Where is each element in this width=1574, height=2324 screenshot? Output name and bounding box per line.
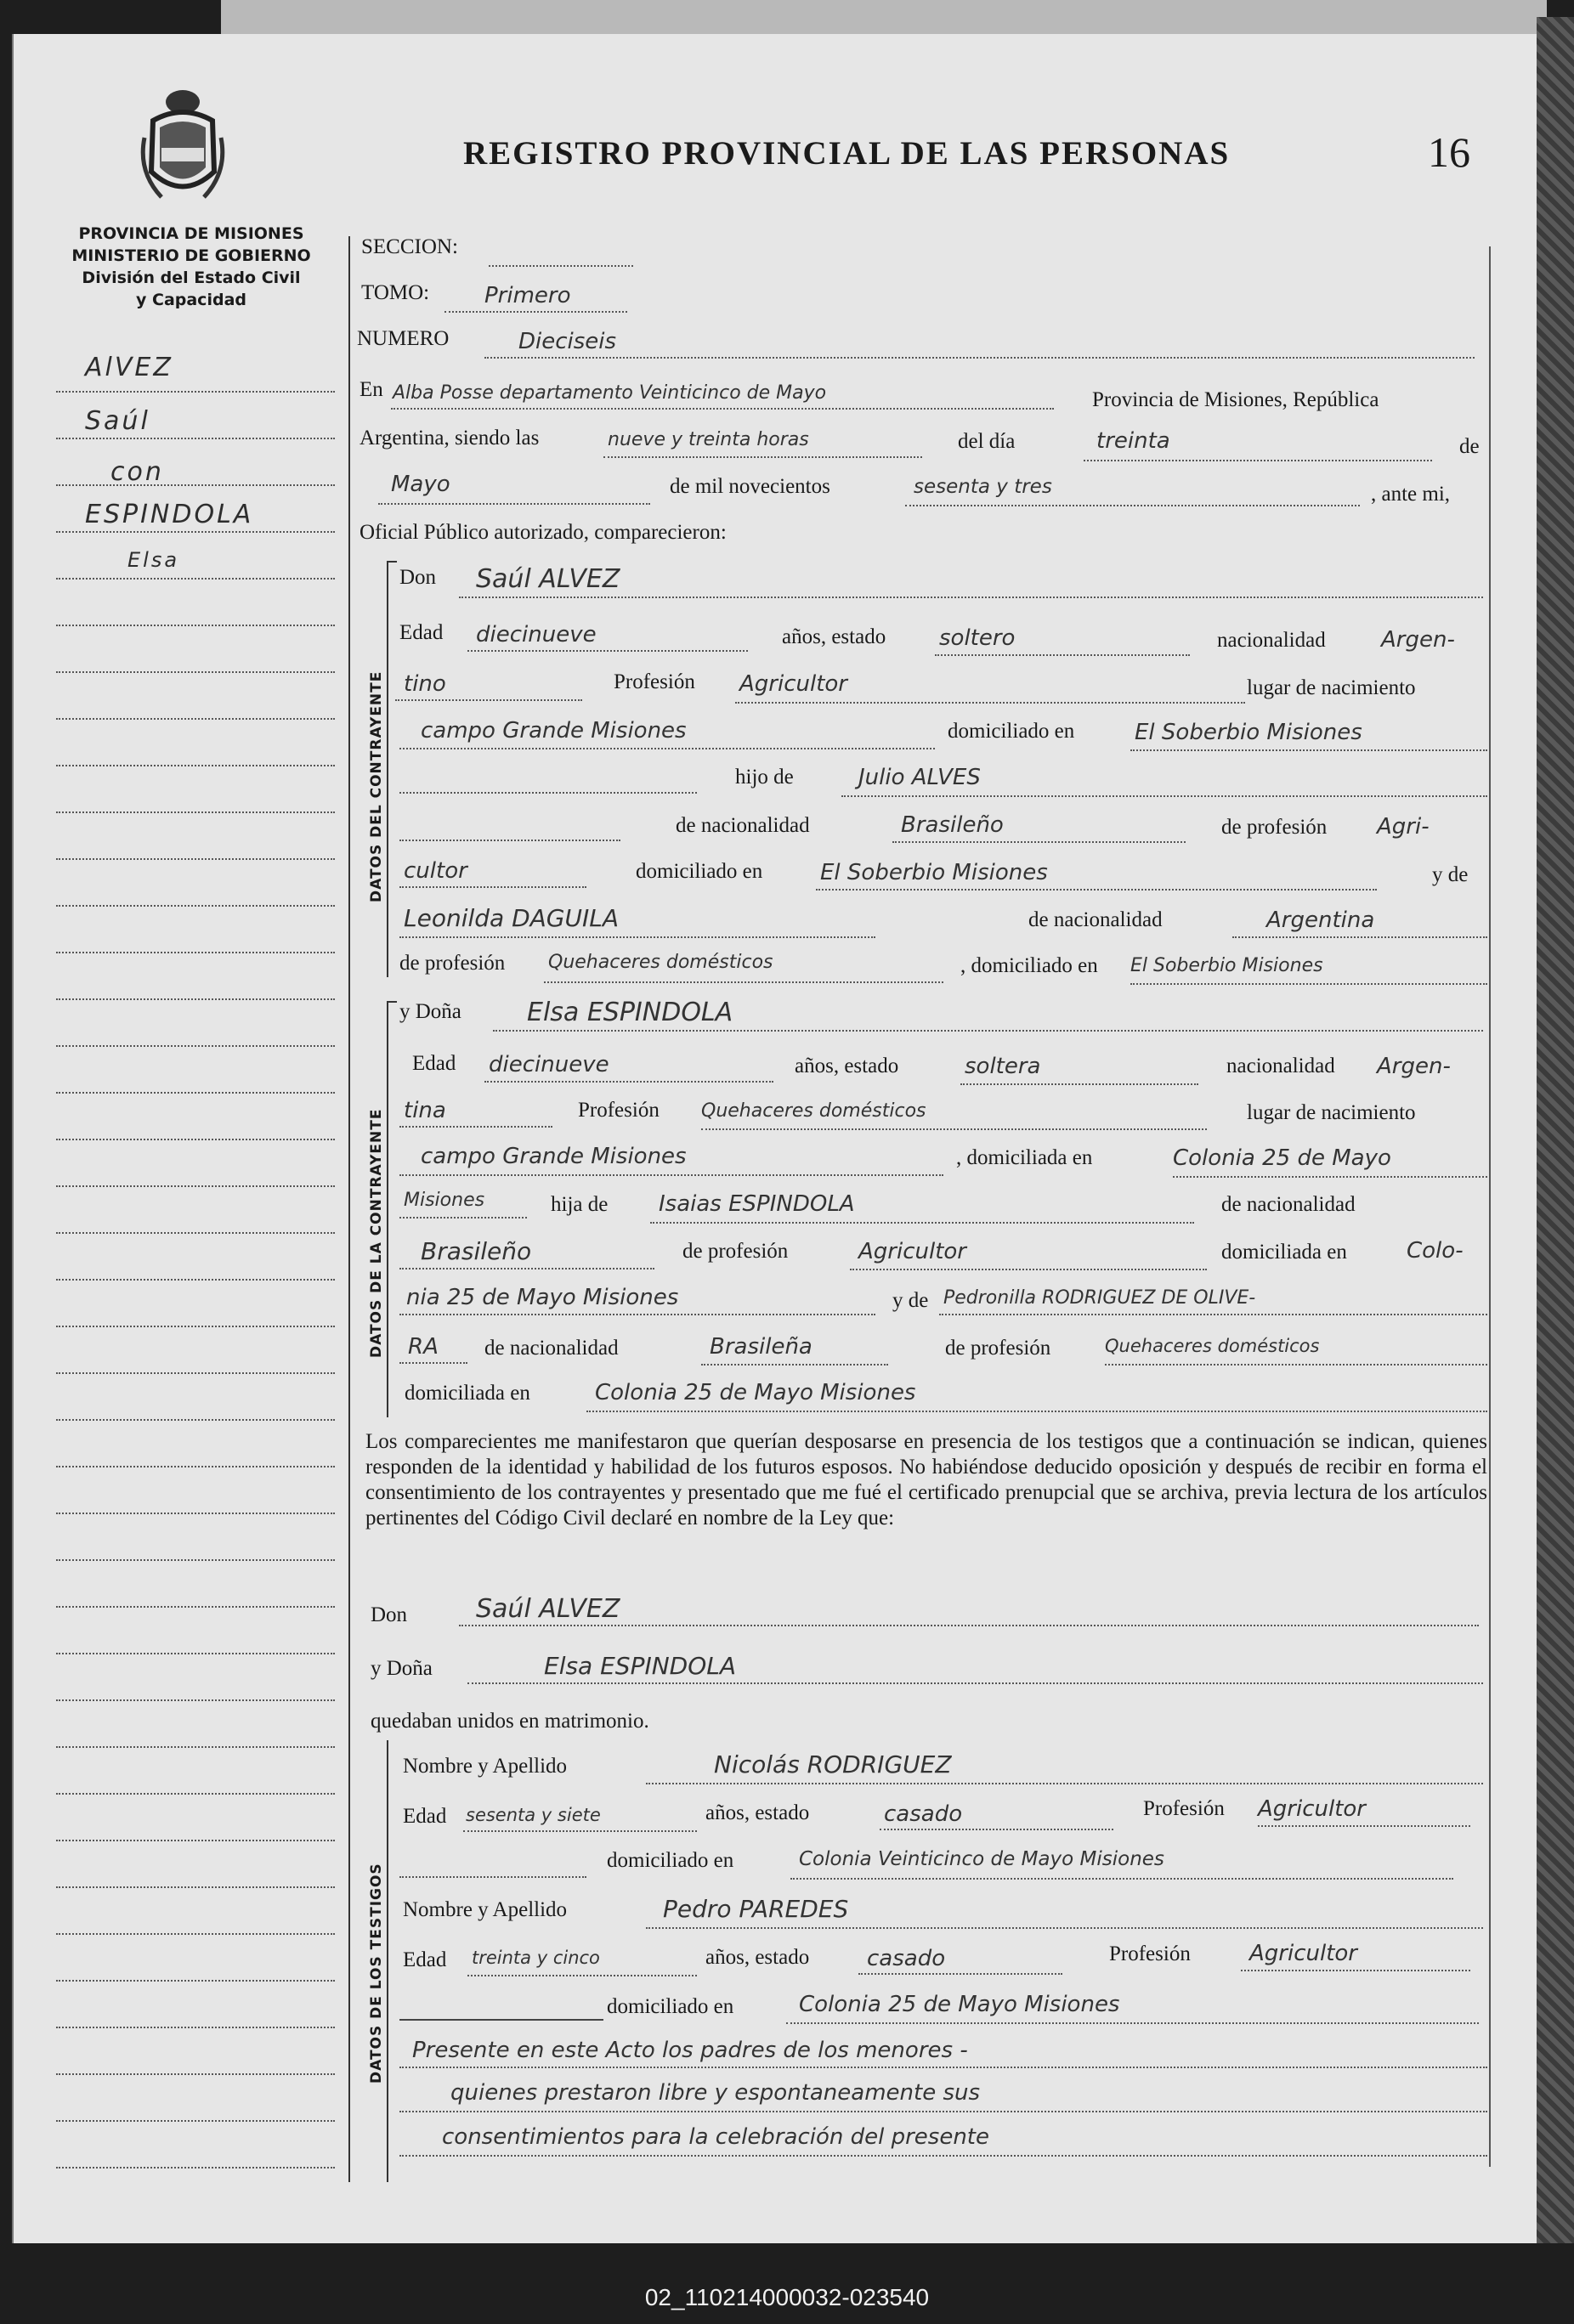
margin-ruled-line (56, 1886, 335, 1888)
field-groom-father (841, 795, 1487, 797)
margin-ruled-line (56, 1326, 335, 1327)
field-groom-birth (399, 748, 935, 749)
value-union-dona: Elsa ESPINDOLA (544, 1652, 737, 1680)
book-binding (1537, 17, 1574, 2243)
field-groom-mother-prof (544, 981, 943, 983)
value-mes: Mayo (391, 472, 450, 497)
field-anio (905, 505, 1360, 506)
field-bride-age (484, 1081, 773, 1083)
note-rule-2 (399, 2111, 1487, 2112)
value-bride-mother-a: Pedronilla RODRIGUEZ DE OLIVE- (943, 1287, 1256, 1309)
field-mes (378, 503, 650, 505)
margin-ruled-line (56, 1606, 335, 1608)
field-dia (1084, 460, 1432, 461)
field-union-dona (467, 1682, 1483, 1684)
value-witness1-age: sesenta y siete (466, 1805, 601, 1825)
value-bride-mother-nac: Brasileña (710, 1334, 812, 1360)
margin-ruled-line (56, 858, 335, 860)
field-witness1-prof (1258, 1825, 1470, 1827)
section-label-groom: DATOS DEL CONTRAYENTE (368, 670, 385, 902)
margin-ruled-line (56, 531, 335, 533)
margin-surname-bride: ESPINDOLA (85, 500, 254, 529)
margin-name-bride: Elsa (127, 548, 180, 572)
value-dia: treinta (1096, 428, 1170, 454)
value-bride-birth: campo Grande Misiones (421, 1144, 687, 1169)
groom-section-rule (387, 561, 388, 977)
value-witness2-estado: casado (867, 1946, 946, 1971)
label-de-nac: de nacionalidad (676, 814, 810, 837)
field-groom-dom-cont (399, 792, 697, 794)
field-groom-mother (399, 936, 875, 938)
field-groom-estado (935, 654, 1190, 656)
groom-section-tick (387, 561, 397, 563)
label-domiciliado-2: domiciliado en (636, 860, 763, 883)
value-bride-mother-prof: Quehaceres domésticos (1105, 1336, 1320, 1356)
label-prof-w2: Profesión (1109, 1942, 1191, 1965)
margin-ruled-line (56, 811, 335, 813)
field-witness2-age (467, 1975, 697, 1976)
label-ante-mi: , ante mi, (1371, 483, 1451, 506)
org-capacity: y Capacidad (136, 291, 246, 309)
margin-ruled-line (56, 1185, 335, 1187)
label-dom-w1: domiciliado en (607, 1849, 734, 1872)
field-groom-father-prof (399, 886, 586, 888)
label-domiciliada-b: domiciliada en (405, 1382, 530, 1405)
witness2-dom-pre-line (399, 2019, 603, 2021)
field-seccion (489, 265, 633, 267)
org-ministry: MINISTERIO DE GOBIERNO (71, 246, 311, 265)
margin-ruled-line (56, 625, 335, 626)
field-numero (484, 357, 1475, 359)
field-bride-father-nac (399, 1268, 654, 1269)
label-de-prof-b2: de profesión (945, 1337, 1051, 1360)
margin-name-groom: Saúl (85, 406, 150, 436)
bride-section-tick (387, 1001, 397, 1003)
label-nombre-2: Nombre y Apellido (403, 1898, 568, 1921)
label-hijo-de: hijo de (735, 766, 794, 789)
value-bride-father-dom-a: Colo- (1407, 1238, 1464, 1264)
org-division: División del Estado Civil (82, 269, 301, 287)
note-rule-3 (399, 2155, 1487, 2157)
label-estado-w1: años, estado (705, 1801, 810, 1824)
value-bride-estado: soltera (965, 1054, 1041, 1079)
label-domiciliado: domiciliado en (948, 720, 1075, 743)
label-edad-b: Edad (412, 1052, 456, 1075)
label-domiciliada-c: , domiciliada en (956, 1146, 1093, 1169)
margin-surname-groom: AlVEZ (85, 353, 173, 382)
field-witness1-dom-pre (399, 1876, 586, 1878)
margin-ruled-line (56, 1466, 335, 1467)
label-anos-estado: años, estado (782, 625, 886, 648)
note-line-2: quienes prestaron libre y espontaneamente sus (450, 2080, 981, 2106)
margin-ruled-line (56, 1232, 335, 1234)
value-bride-father: Isaias ESPINDOLA (659, 1191, 855, 1217)
field-tomo (444, 311, 627, 313)
field-bride-estado (960, 1083, 1198, 1085)
margin-ruled-line (56, 1653, 335, 1654)
margin-ruled-line (56, 1045, 335, 1047)
label-dom-w2: domiciliado en (607, 1995, 734, 2018)
label-y-de-b: y de (892, 1289, 929, 1312)
field-bride-dom-cont (399, 1217, 527, 1219)
label-edad-w2: Edad (403, 1948, 447, 1971)
margin-ruled-line (56, 2073, 335, 2075)
margin-ruled-line (56, 1513, 335, 1514)
value-groom-mother-nac: Argentina (1266, 908, 1375, 933)
label-de-nac-b2: de nacionalidad (484, 1337, 619, 1360)
label-de-nac-b: de nacionalidad (1221, 1193, 1356, 1216)
image-identifier: 02_110214000032-023540 (644, 2284, 930, 2310)
label-profesion-b: Profesión (578, 1099, 660, 1122)
field-witness2-estado (858, 1973, 1062, 1975)
value-bride-mother-b: RA (408, 1334, 439, 1360)
value-witness1-dom: Colonia Veinticinco de Mayo Misiones (799, 1848, 1164, 1870)
background-page-edge (221, 0, 1547, 34)
margin-ruled-line (56, 765, 335, 766)
value-groom-father-prof-a: Agri- (1377, 814, 1430, 840)
label-profesion: Profesión (614, 670, 695, 693)
margin-ruled-line (56, 1746, 335, 1748)
label-lugar-nac: lugar de nacimiento (1247, 676, 1416, 699)
value-groom-mother-dom: El Soberbio Misiones (1130, 955, 1323, 976)
value-bride-mother-dom: Colonia 25 de Mayo Misiones (595, 1380, 916, 1405)
field-witness2-dom (786, 2022, 1479, 2024)
field-witness1-name (646, 1783, 1483, 1784)
field-bride-father-prof (850, 1269, 1207, 1270)
right-margin-rule (1489, 246, 1491, 2167)
value-tomo: Primero (484, 283, 571, 308)
label-de-prof-2: de profesión (399, 952, 506, 975)
value-groom-mother-prof: Quehaceres domésticos (548, 952, 773, 973)
field-bride-father-dom (399, 1314, 875, 1315)
value-groom-age: diecinueve (476, 622, 597, 647)
value-bride-dom-b: Misiones (404, 1190, 485, 1211)
margin-ruled-line (56, 1139, 335, 1140)
value-groom-mother: Leonilda DAGUILA (404, 904, 620, 932)
label-quedaban: quedaban unidos en matrimonio. (371, 1710, 649, 1733)
label-de-prof: de profesión (1221, 816, 1328, 839)
value-witness2-prof: Agricultor (1249, 1941, 1357, 1966)
value-witness2-age: treinta y cinco (472, 1948, 600, 1968)
margin-ruled-line (56, 1699, 335, 1701)
field-groom-father-dom (816, 889, 1377, 891)
label-argentina: Argentina, siendo las (360, 427, 540, 450)
margin-ruled-line (56, 952, 335, 953)
margin-ruled-line (56, 1793, 335, 1795)
left-margin-rule (348, 236, 350, 2182)
section-label-witnesses: DATOS DE LOS TESTIGOS (368, 1863, 385, 2084)
label-seccion: SECCION: (361, 235, 458, 258)
value-lugar: Alba Posse departamento Veinticinco de Mayo (393, 382, 827, 404)
label-nombre-1: Nombre y Apellido (403, 1755, 568, 1778)
field-groom-father-nac (892, 841, 1186, 843)
field-bride-father (650, 1222, 1194, 1224)
label-nacionalidad: nacionalidad (1217, 629, 1326, 652)
coat-of-arms-seal (136, 78, 229, 206)
label-de-mil: de mil novecientos (670, 475, 830, 498)
label-y-de: y de (1432, 863, 1469, 886)
field-witness1-dom (790, 1878, 1453, 1880)
value-bride-name: Elsa ESPINDOLA (527, 998, 733, 1027)
label-tomo: TOMO: (361, 281, 430, 304)
margin-ruled-line (56, 671, 335, 673)
field-groom-mother-nac (1232, 936, 1487, 938)
value-witness1-estado: casado (884, 1801, 963, 1827)
organization-header (51, 223, 331, 311)
label-en: En (360, 378, 383, 401)
field-bride-mother-prof (1105, 1364, 1487, 1366)
field-lugar (391, 408, 1054, 410)
field-groom-age (467, 650, 748, 652)
value-bride-dom-a: Colonia 25 de Mayo (1173, 1145, 1391, 1171)
field-bride-mother (939, 1314, 1487, 1315)
margin-ruled-line (56, 1933, 335, 1935)
field-bride-mother-dom (586, 1411, 1487, 1412)
value-bride-age: diecinueve (489, 1052, 609, 1077)
value-witness2-dom: Colonia 25 de Mayo Misiones (799, 1992, 1120, 2017)
value-bride-nac-b: tina (404, 1098, 446, 1123)
value-bride-father-nac: Brasileño (421, 1237, 532, 1265)
margin-ruled-line (56, 578, 335, 580)
margin-ruled-line (56, 2167, 335, 2169)
label-numero: NUMERO (357, 327, 450, 350)
label-lugar-nac-b: lugar de nacimiento (1247, 1101, 1416, 1124)
label-prof-w1: Profesión (1143, 1797, 1225, 1820)
margin-ruled-line (56, 1980, 335, 1982)
field-witness1-estado (880, 1829, 1113, 1830)
label-oficial: Oficial Público autorizado, comparecieron: (360, 521, 727, 544)
field-groom-nac (395, 699, 582, 701)
label-y-dona: y Doña (399, 1000, 461, 1023)
folio-number: 16 (1428, 128, 1470, 176)
field-groom-prof (735, 702, 1245, 704)
witness-section-rule (387, 1740, 388, 2182)
margin-ruled-line (56, 438, 335, 439)
field-witness1-age (463, 1830, 697, 1832)
margin-ruled-line (56, 1840, 335, 1841)
section-label-bride: DATOS DE LA CONTRAYENTE (368, 1108, 385, 1358)
label-de: de (1459, 435, 1480, 458)
value-anio: sesenta y tres (914, 476, 1052, 498)
margin-ruled-line (56, 1419, 335, 1421)
page-title: REGISTRO PROVINCIAL DE LAS PERSONAS (463, 135, 1231, 172)
value-groom-estado: soltero (939, 625, 1016, 651)
label-estado-w2: años, estado (705, 1946, 810, 1969)
value-witness2-name: Pedro PAREDES (663, 1895, 849, 1923)
label-domiciliada: domiciliada en (1221, 1241, 1347, 1264)
field-groom-mother-dom (1130, 983, 1487, 985)
value-witness1-name: Nicolás RODRIGUEZ (714, 1750, 952, 1778)
label-provincia: Provincia de Misiones, República (1092, 388, 1379, 411)
label-hija-de: hija de (551, 1193, 609, 1216)
note-rule-1 (399, 2067, 1487, 2068)
field-groom-father-cont (399, 840, 620, 841)
field-witness2-prof (1241, 1970, 1470, 1971)
margin-ruled-line (56, 484, 335, 486)
label-de-nac-2: de nacionalidad (1028, 908, 1163, 931)
value-bride-father-prof: Agricultor (858, 1239, 966, 1264)
value-groom-dom: El Soberbio Misiones (1135, 720, 1362, 745)
value-bride-prof: Quehaceres domésticos (701, 1100, 926, 1122)
label-dom-c: , domiciliado en (960, 954, 1098, 977)
value-groom-father-nac: Brasileño (901, 812, 1004, 838)
label-don-2: Don (371, 1603, 408, 1626)
value-groom-nac-b: tino (404, 671, 446, 697)
bride-section-rule (387, 1001, 388, 1417)
field-bride-birth (399, 1174, 943, 1176)
value-hora: nueve y treinta horas (608, 429, 809, 450)
margin-ruled-line (56, 1372, 335, 1374)
value-groom-father-dom: El Soberbio Misiones (820, 860, 1048, 885)
value-groom-father: Julio ALVES (858, 765, 981, 790)
label-de-prof-b: de profesión (682, 1240, 789, 1263)
note-line-3: consentimientos para la celebración del presente (442, 2124, 989, 2150)
field-bride-name (493, 1030, 1483, 1032)
label-del-dia: del día (958, 430, 1016, 453)
margin-ruled-line (56, 2027, 335, 2028)
field-bride-mother-nac (701, 1364, 888, 1366)
margin-ruled-line (56, 1279, 335, 1281)
field-bride-prof (701, 1128, 1207, 1130)
value-bride-father-dom-b: nia 25 de Mayo Misiones (406, 1285, 679, 1310)
value-groom-birth: campo Grande Misiones (421, 718, 687, 744)
field-bride-dom (1173, 1176, 1487, 1178)
value-bride-nac-a: Argen- (1377, 1054, 1451, 1079)
label-anos-estado-b: años, estado (795, 1055, 899, 1077)
label-don: Don (399, 566, 437, 589)
declaration-paragraph: Los comparecientes me manifestaron que querían desposarse en presencia de los testigos que a continuación se indican, quienes responden de la identidad y habilidad de los futuros esposos. No habiéndose deducido oposición y después de recibir en forma el consentimiento de los contrayentes y presentado que me fué el certificado prenupcial que se archiva, previa lectura de los artículos pertinentes del Código Civil declaré en nombre de la Ley que: (365, 1430, 1487, 1530)
margin-ruled-line (56, 1092, 335, 1094)
margin-ruled-line (56, 998, 335, 1000)
org-province: PROVINCIA DE MISIONES (78, 224, 304, 243)
value-groom-nac-a: Argen- (1381, 627, 1455, 653)
label-y-dona-2: y Doña (371, 1657, 433, 1680)
margin-con: con (110, 457, 164, 487)
label-edad: Edad (399, 621, 444, 644)
value-union-don: Saúl ALVEZ (476, 1594, 620, 1624)
note-line-1: Presente en este Acto los padres de los menores - (412, 2038, 968, 2063)
value-numero: Dieciseis (518, 329, 617, 354)
margin-ruled-line (56, 391, 335, 393)
field-witness2-name (646, 1927, 1483, 1929)
value-groom-father-prof-b: cultor (404, 858, 467, 884)
field-bride-nac (399, 1126, 552, 1128)
value-witness1-prof: Agricultor (1258, 1796, 1366, 1822)
field-union-don (459, 1625, 1479, 1626)
value-groom-name: Saúl ALVEZ (476, 564, 620, 594)
margin-ruled-line (56, 2120, 335, 2122)
margin-ruled-line (56, 905, 335, 907)
field-groom-name (459, 597, 1483, 598)
field-bride-mother-cont (399, 1362, 467, 1364)
label-nacionalidad-b: nacionalidad (1226, 1055, 1335, 1077)
field-groom-dom (1130, 749, 1487, 751)
field-hora (603, 456, 922, 458)
margin-ruled-line (56, 718, 335, 720)
value-groom-prof: Agricultor (739, 671, 847, 697)
label-edad-w1: Edad (403, 1805, 447, 1828)
margin-ruled-line (56, 1559, 335, 1561)
